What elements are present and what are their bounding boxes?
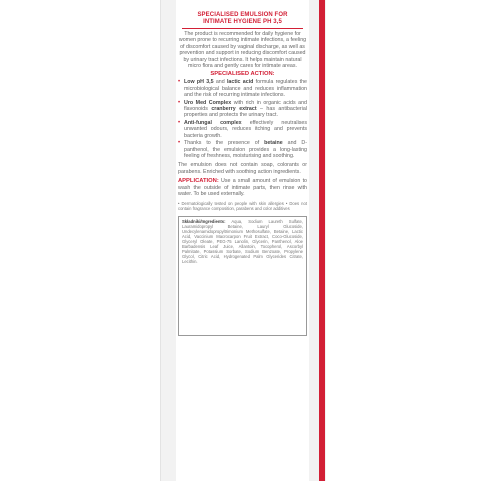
heading <box>178 12 307 26</box>
heading-line-1: SPECIALISED EMULSION FOR <box>197 12 288 18</box>
action-item-bold: Anti-fungal complex <box>184 119 242 126</box>
no-soap-text: The emulsion does not contain soap, colorants or parabens. Enriched with soothing action ingredients. <box>178 162 307 175</box>
application-text: Use a small amount of emulsion to wash the outside of intimate parts, then rinse with water. To be used externally. <box>178 178 307 197</box>
action-item-bold-2: cranberry extract <box>211 106 257 113</box>
application-block <box>178 178 307 197</box>
dermatology-note: • Dermatologically tested on people with skin allergies • Does not contain fragrance composition, parabens and color additives <box>178 201 307 212</box>
ingredients-text: Aqua, Sodium Laureth Sulfate, Lauramidopropyl Betaine, Lauryl Glucoside, Undecylenamidopropyltrimonium Methosulfate, Betaine, Lactic Acid, Vaccinium Macrocarpon Fruit Extract, Coco-Glucoside, Glyceryl Oleate, PEG-75 Lanolin, Glycerin, Panthenol, Aloe Barbadensis Leaf Juice, Allantoin, Tocopherol, Ascorbyl Palmitate, Potassium Sorbate, Sodium Benzoate, Propylene Glycol, Citric Acid, Hydrogenated Palm Glycerides Citrate, Lecithin. <box>182 219 303 265</box>
action-item-text: – has antibacterial properties and protects the urinary tract. <box>184 106 307 119</box>
action-item-bold-2: betaine <box>264 140 283 147</box>
ingredients-box <box>178 216 307 336</box>
action-title: SPECIALISED ACTION: <box>210 71 275 78</box>
application-title: APPLICATION: <box>178 178 219 185</box>
action-item <box>178 140 307 159</box>
action-item <box>178 120 307 139</box>
intro-text: The product is recommended for daily hygiene for women prone to recurring intimate infections, a feeling of discomfort caused by vaginal discharge, as well as prevention and support in reducing discomfort caused by urinary tract infections. It helps maintain natural micro flora and gently cares for intimate areas. <box>178 31 307 70</box>
action-item-bold: Low pH 3,5 <box>184 79 214 86</box>
red-accent-rail <box>319 0 325 481</box>
action-item-bold: Uro Med Complex <box>184 99 232 106</box>
action-item <box>178 79 307 98</box>
label-panel <box>176 0 309 481</box>
heading-line-2: INTIMATE HYGIENE PH 3,5 <box>203 19 282 25</box>
ingredients-label: Składniki/Ingredients: <box>182 219 226 225</box>
action-item-text: and D-panthenol, the emulsion provides a long-lasting feeling of freshness, moisturising and soothing. <box>184 140 308 159</box>
action-item-mid: with rich in organic acids and flavonoids <box>184 99 308 113</box>
action-item-mid: and <box>213 79 227 86</box>
action-item <box>178 100 307 119</box>
action-item-bold-2: lactic acid <box>226 79 254 86</box>
action-item-text: effectively neutralises unwanted odours, reduces itching and prevents bacteria growth. <box>184 119 307 139</box>
heading-rule <box>182 28 303 29</box>
action-item-mid: Thanks to the presence of <box>184 140 265 147</box>
label-content <box>178 12 307 336</box>
bullet-icon: • <box>178 79 181 86</box>
bullet-icon: • <box>178 99 181 106</box>
action-list <box>178 79 307 159</box>
bullet-icon: • <box>178 119 181 126</box>
bullet-icon: • <box>178 140 181 147</box>
action-item-text: formula regulates the microbiological balance and reduces inflammation and the risk of recurring intimate infections. <box>184 79 308 99</box>
